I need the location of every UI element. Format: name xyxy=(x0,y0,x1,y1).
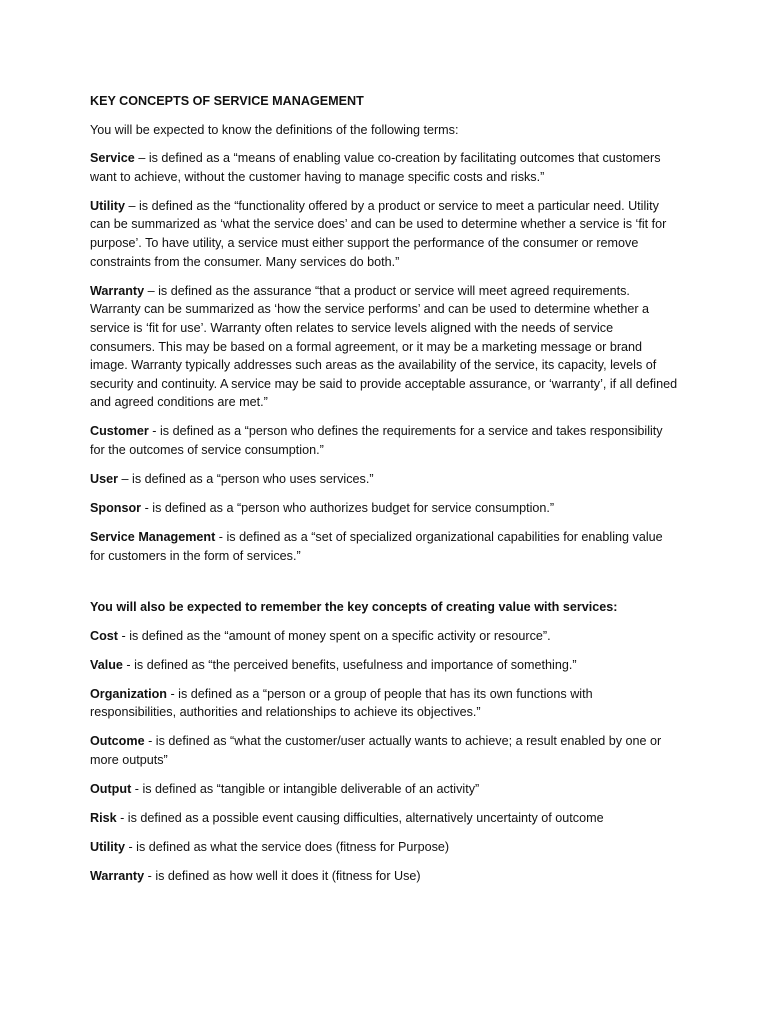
concept-text: - is defined as what the service does (fitness for Purpose) xyxy=(124,840,450,855)
concept-output xyxy=(90,780,678,799)
definition-text: – is defined as the “functionality offered by a product or service to meet a particular need. Utility can be summarized as ‘what the service does’ and can be used to determine whether a service is ‘fit for purpose’. To have utility, a service must either support the performance of the consumer or remove constraints from the consumer. Many services do both.” xyxy=(90,198,667,269)
definition-term: Customer xyxy=(90,424,149,439)
definition-text: - is defined as a “person who authorizes budget for service consumption.” xyxy=(141,501,555,516)
concept-term: Outcome xyxy=(90,734,145,749)
intro-text: You will be expected to know the definitions of the following terms: xyxy=(90,122,459,137)
definition-text: - is defined as a “person who defines the requirements for a service and takes responsibility for the outcomes of service consumption.” xyxy=(90,424,663,457)
concept-warranty xyxy=(90,867,678,886)
definition-text: – is defined as the assurance “that a product or service will meet agreed requirements. Warranty can be summarized as ‘how the service performs’ and can be used to determine whether a service is ‘fit for use’. Warranty often relates to service levels aligned with the needs of service consumers. This may be based on a formal agreement, or it may be a marketing message or brand image. Warranty typically addresses such areas as the availability of the service, its capacity, levels of security and continuity. A service may be said to provide acceptable assurance, or ‘warranty’, if all defined and agreed conditions are met.” xyxy=(90,283,678,410)
concept-cost xyxy=(90,627,678,646)
concept-term: Value xyxy=(90,657,123,672)
definition-utility xyxy=(90,197,678,271)
concept-utility xyxy=(90,838,678,857)
concept-term: Risk xyxy=(90,811,117,826)
definition-term: Warranty xyxy=(90,283,145,298)
concept-text: - is defined as the “amount of money spent on a specific activity or resource”. xyxy=(118,628,551,643)
definition-term: Utility xyxy=(90,198,125,213)
definition-service xyxy=(90,149,678,186)
concept-text: - is defined as “tangible or intangible deliverable of an activity” xyxy=(131,782,480,797)
document-title: KEY CONCEPTS OF SERVICE MANAGEMENT xyxy=(90,94,364,108)
definition-user xyxy=(90,470,678,489)
concept-text: - is defined as how well it does it (fitness for Use) xyxy=(144,869,421,884)
definition-sponsor xyxy=(90,499,678,518)
definition-text: - is defined as a “set of specialized organizational capabilities for enabling value for customers in the form of services.” xyxy=(90,530,663,563)
concept-term: Warranty xyxy=(90,869,145,884)
concept-risk xyxy=(90,809,678,828)
definition-service-management xyxy=(90,528,678,565)
concept-text: - is defined as “the perceived benefits, usefulness and importance of something.” xyxy=(122,657,577,672)
definition-text: – is defined as a “person who uses services.” xyxy=(118,472,374,487)
concept-term: Organization xyxy=(90,686,167,701)
concept-text: - is defined as a “person or a group of people that has its own functions with responsibilities, authorities and relationships to achieve its objectives.” xyxy=(90,686,593,720)
definition-term: User xyxy=(90,472,119,487)
definition-text: – is defined as a “means of enabling value co-creation by facilitating outcomes that customers want to achieve, without the customer having to manage specific costs and risks.” xyxy=(90,151,661,184)
document-page xyxy=(90,92,678,897)
definition-term: Sponsor xyxy=(90,501,142,516)
concept-organization xyxy=(90,685,678,722)
concept-value xyxy=(90,656,678,675)
definition-term: Service xyxy=(90,151,135,166)
definition-term: Service Management xyxy=(90,530,216,545)
concept-text: - is defined as “what the customer/user actually wants to achieve; a result enabled by one or more outputs” xyxy=(90,734,662,768)
value-concepts-intro: You will also be expected to remember the key concepts of creating value with services: xyxy=(90,599,618,614)
definition-warranty xyxy=(90,282,678,412)
concept-outcome xyxy=(90,732,678,769)
concept-term: Cost xyxy=(90,628,118,643)
section-spacer xyxy=(90,576,678,598)
concept-text: - is defined as a possible event causing difficulties, alternatively uncertainty of outcome xyxy=(116,811,604,826)
concept-term: Utility xyxy=(90,840,125,855)
definition-customer xyxy=(90,422,678,459)
concept-term: Output xyxy=(90,782,132,797)
